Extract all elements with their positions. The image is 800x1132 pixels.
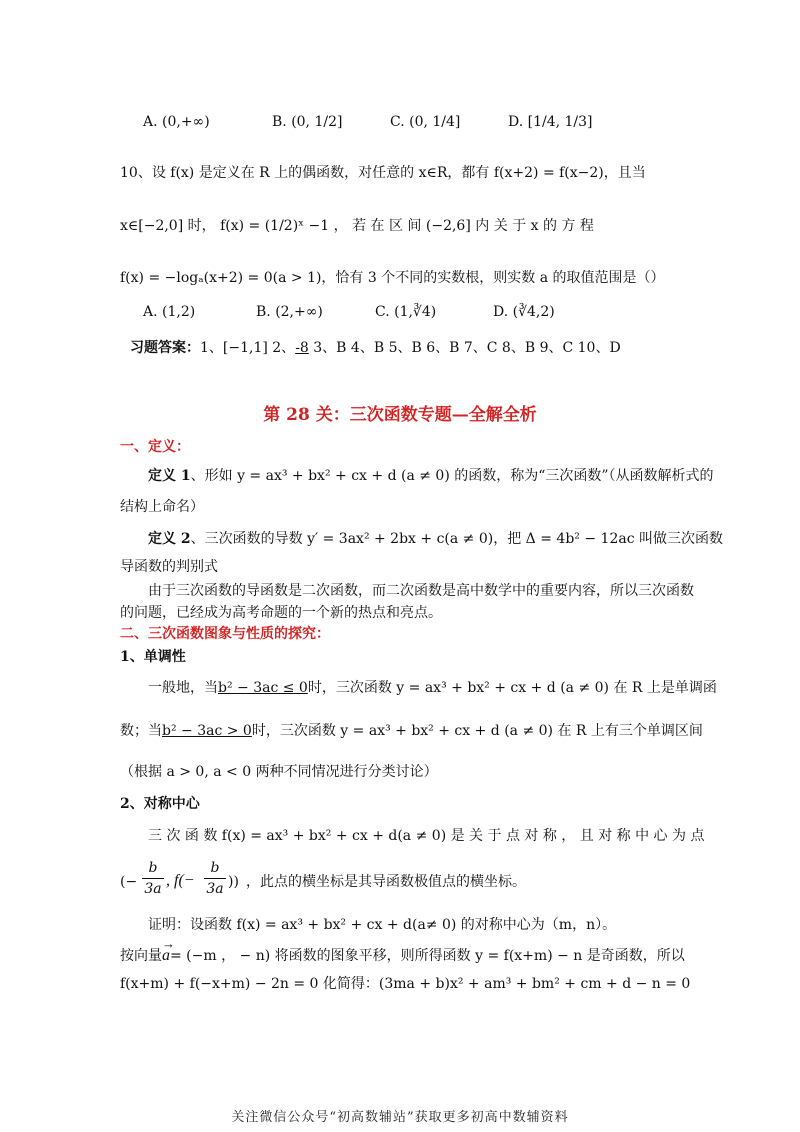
mono-line-3: （根据 a > 0, a < 0 两种不同情况进行分类讨论）	[120, 764, 438, 780]
fraction-1-den: 3a	[142, 878, 164, 899]
proof-line-3: f(x+m) + f(−x+m) − 2n = 0 化简得：(3ma + b)x² + am³ + bm² + cm + d − n = 0	[120, 976, 691, 992]
sym-line-2: (− $\frac{b}{3a}$ , f(− $\frac{b}{3a}$ )) ，此点的横坐标是其导函数极值点的横坐标。	[120, 860, 526, 897]
q9-option-d: D. [1/4, 1/3]	[508, 114, 593, 130]
proof-line-2-a: 按向量	[120, 948, 162, 964]
section-title: 第 28 关：三次函数专题—全解全析	[263, 405, 537, 425]
fraction-2-den: 3a	[204, 878, 226, 899]
proof-line-2-b: = (−m ， − n) 将函数的图象平移，则所得函数 y = f(x+m) − n 是奇函数，所以	[170, 948, 685, 964]
answers-label: 习题答案：	[130, 340, 200, 356]
answers-underlined: -8	[295, 340, 309, 356]
fraction-1-num: b	[148, 860, 158, 876]
section-2-heading: 二、三次函数图象与性质的探究：	[120, 626, 330, 642]
answers-line	[130, 338, 621, 358]
answers-text-1: 1、[−1,1] 2、	[200, 340, 296, 356]
fraction-1	[142, 858, 164, 899]
q10-option-c: C. (1,∛4)	[375, 304, 437, 320]
subsection-monotonicity: 1、单调性	[120, 649, 186, 665]
proof-line-1: 证明：设函数 f(x) = ax³ + bx² + cx + d(a≠ 0) 的对称中心为（m，n）。	[148, 917, 617, 933]
q10-line-1: 10、设 f(x) 是定义在 R 上的偶函数，对任意的 x∈R，都有 f(x+2) = f(x−2)，且当	[120, 165, 646, 181]
def2-label: 定义 2	[148, 531, 191, 547]
mono-line-1-condition: b² − 3ac ≤ 0	[218, 680, 308, 696]
intro-paragraph-line-2: 的问题，已经成为高考命题的一个新的热点和亮点。	[120, 605, 442, 621]
mono-line-2-condition: b² − 3ac > 0	[162, 723, 252, 739]
def1-line-2: 结构上命名）	[120, 499, 204, 515]
def2-line-2: 导函数的判别式	[120, 559, 218, 575]
proof-line-2	[120, 946, 685, 966]
q10-option-b: B. (2,+∞)	[256, 304, 323, 320]
def2-text: 、三次函数的导数 y′ = 3ax² + 2bx + c(a ≠ 0)，把 Δ = 4b² − 12ac 叫做三次函数	[190, 531, 723, 547]
sym-line-2-tail: ，此点的横坐标是其导函数极值点的横坐标。	[246, 874, 526, 890]
q10-option-d: D. (∛4,2)	[493, 304, 555, 320]
q10-option-a: A. (1,2)	[143, 304, 196, 320]
section-1-heading: 一、定义：	[120, 439, 190, 455]
q10-options	[0, 300, 800, 326]
answers-text-2: 3、B 4、B 5、B 6、B 7、C 8、B 9、C 10、D	[308, 340, 621, 356]
sym-line-1: 三 次 函 数 f(x) = ax³ + bx² + cx + d(a ≠ 0) 是 关 于 点 对 称 ， 且 对 称 中 心 为 点	[148, 828, 705, 844]
mono-line-2-b: 时，三次函数 y = ax³ + bx² + cx + d (a ≠ 0) 在 R 上有三个单调区间	[251, 723, 703, 739]
def2-line-1	[148, 529, 723, 549]
def1-label: 定义 1	[148, 468, 191, 484]
fraction-2-num: b	[210, 860, 220, 876]
def1-text: 、形如 y = ax³ + bx² + cx + d (a ≠ 0) 的函数，称为“三次函数”（从函数解析式的	[190, 468, 714, 484]
q9-option-c: C. (0, 1/4]	[390, 114, 461, 130]
q9-option-a: A. (0,+∞)	[143, 114, 210, 130]
fraction-2	[204, 858, 226, 899]
vector-a: → a	[162, 946, 170, 966]
q10-line-3: f(x) = −logₐ(x+2) = 0(a > 1)，恰有 3 个不同的实数根，则实数 a 的取值范围是（）	[120, 270, 665, 286]
mono-line-2	[120, 721, 703, 741]
mono-line-1	[148, 678, 717, 698]
q9-options	[0, 108, 800, 138]
q10-line-2: x∈[−2,0] 时， f(x) = (1/2)ˣ −1 ， 若 在 区 间 (−2,6] 内 关 于 x 的 方 程	[120, 218, 594, 234]
footer-note: 关注微信公众号“初高数辅站”获取更多初高中数辅资料	[231, 1110, 569, 1125]
mono-line-1-a: 一般地，当	[148, 680, 218, 696]
def1-line-1	[148, 466, 714, 486]
mono-line-2-a: 数；当	[120, 723, 162, 739]
q9-option-b: B. (0, 1/2]	[272, 114, 343, 130]
intro-paragraph-line-1: 由于三次函数的导函数是二次函数，而二次函数是高中数学中的重要内容，所以三次函数	[148, 583, 694, 599]
subsection-symmetry-center: 2、对称中心	[120, 796, 200, 812]
mono-line-1-b: 时，三次函数 y = ax³ + bx² + cx + d (a ≠ 0) 在 R 上是单调函	[307, 680, 717, 696]
